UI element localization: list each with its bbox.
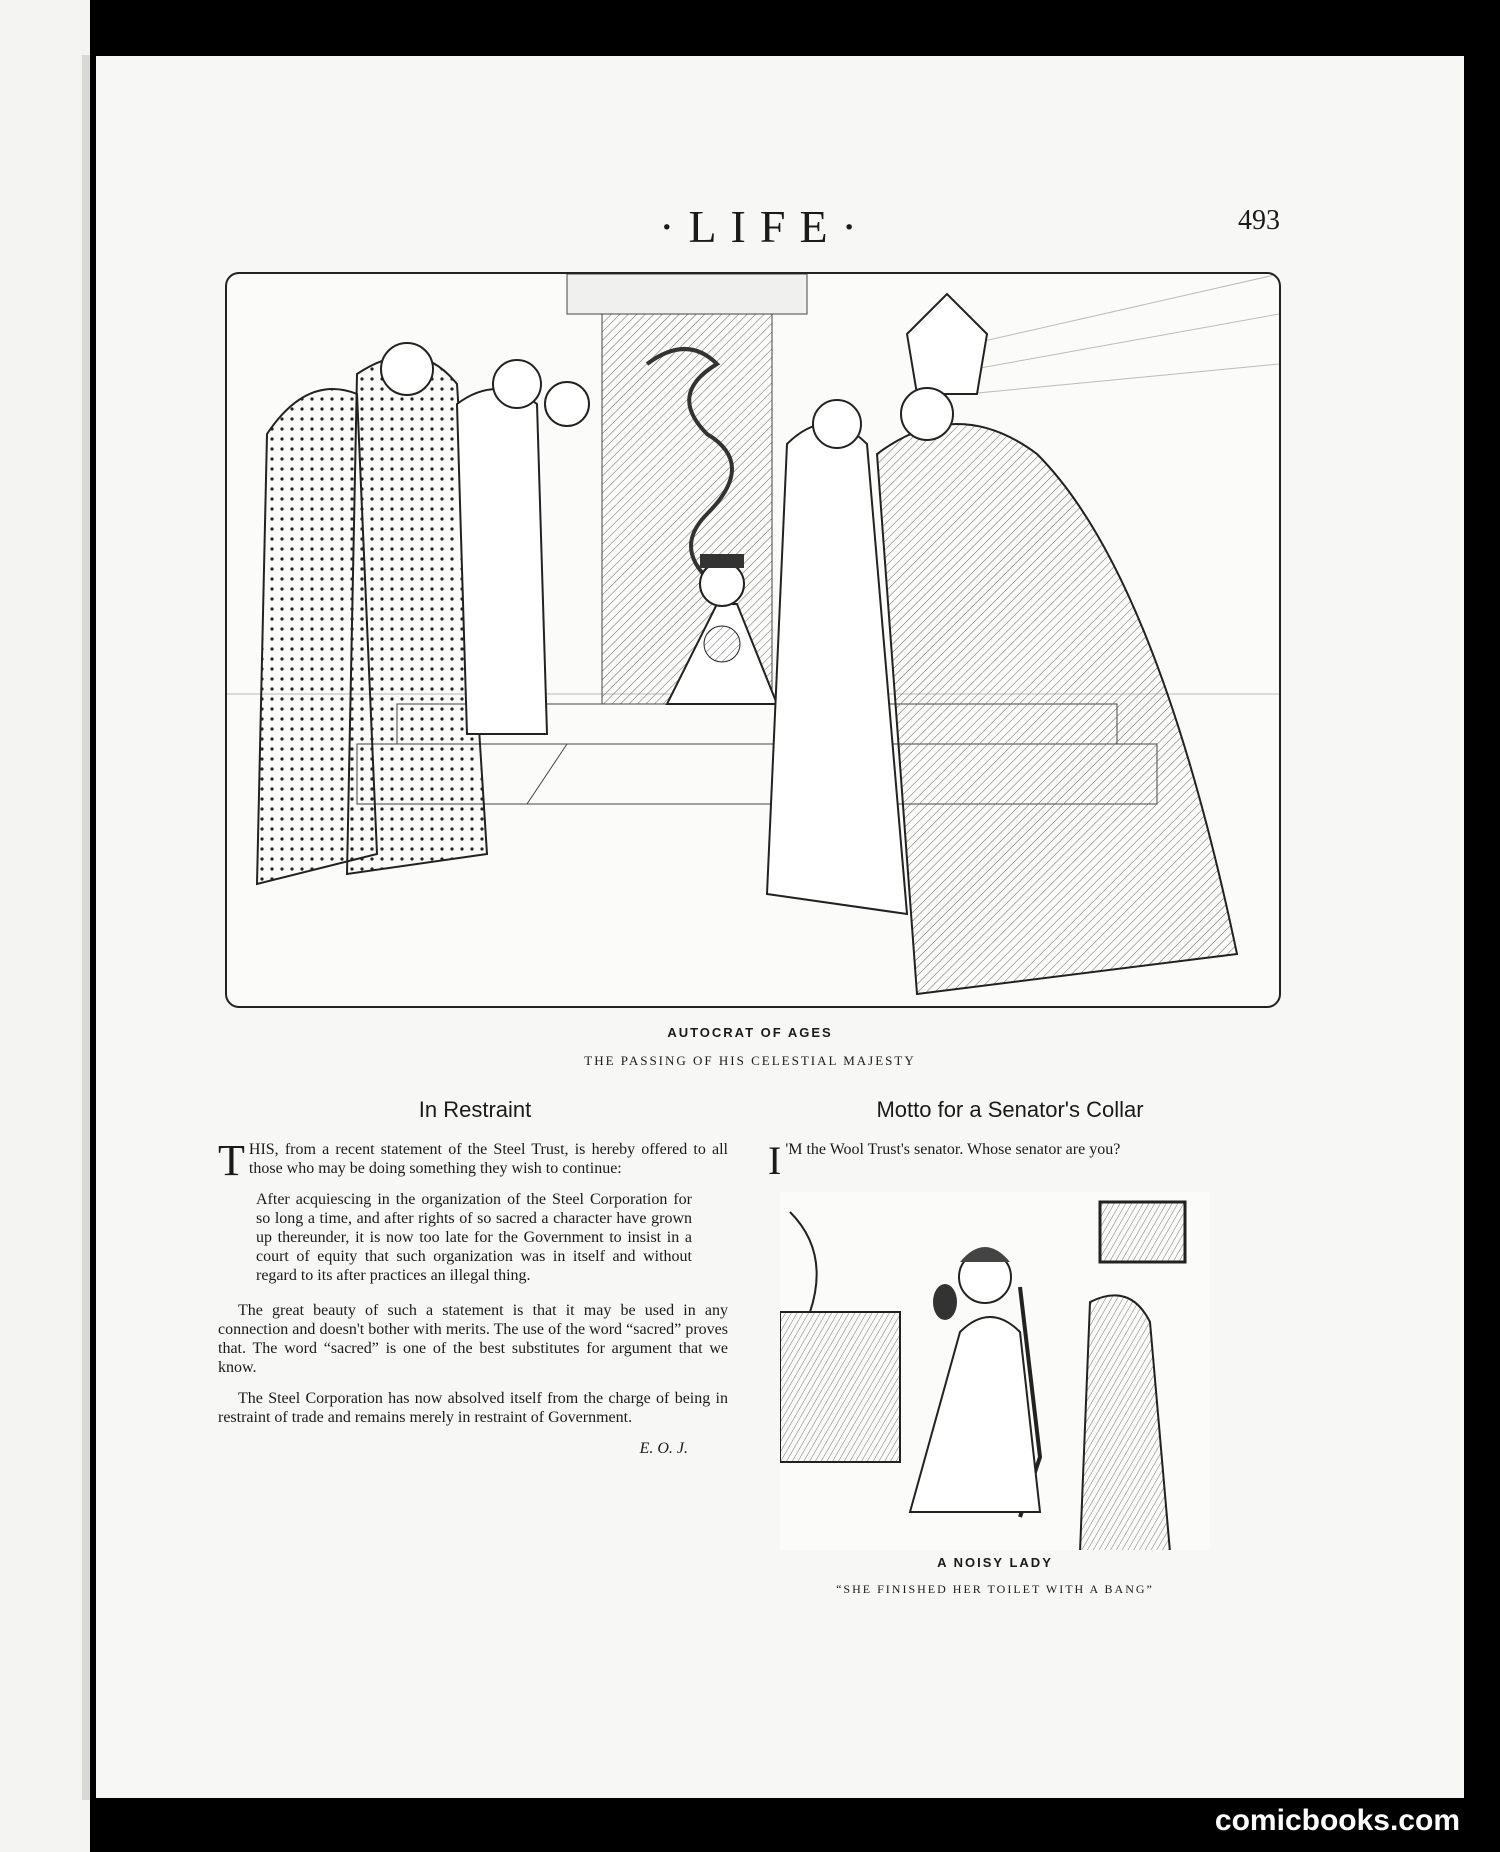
small-cartoon-illustration bbox=[780, 1192, 1210, 1550]
article-left-paragraph: The great beauty of such a statement is that it may be used in any connection and doesn't bother with merits. The use of the word “sacred” proves that. The word “sacred” is one of the best substitutes for argument that we know. bbox=[218, 1302, 728, 1376]
article-left-intro bbox=[218, 1136, 728, 1185]
author-signature: E. O. J. bbox=[639, 1440, 688, 1457]
article-right-text-line bbox=[768, 1138, 1278, 1183]
article-right-body bbox=[768, 1138, 1278, 1183]
article-left-headline: In Restraint bbox=[418, 1097, 532, 1122]
watermark-text: comicbooks.com bbox=[1214, 1804, 1460, 1837]
noisy-lady-scene bbox=[780, 1192, 1210, 1550]
block-quote: After acquiescing in the organization of the Steel Corporation for so long a time, and after rights of so sacred a character have grown up thereunder, it is now too late for the Government to insist in a court of equity that such organization was in itself and without regard to its after practices an illegal thing. bbox=[256, 1191, 692, 1284]
dropcap: I bbox=[768, 1138, 782, 1183]
article-left-body bbox=[218, 1136, 728, 1470]
dropcap: T bbox=[218, 1136, 245, 1185]
page-number: 493 bbox=[1238, 205, 1280, 236]
main-cartoon-title: AUTOCRAT OF AGES bbox=[667, 1025, 833, 1040]
main-cartoon-illustration bbox=[225, 272, 1281, 1008]
masthead-title: ·LIFE· bbox=[659, 201, 871, 252]
small-cartoon-subtitle: “SHE FINISHED HER TOILET WITH A BANG” bbox=[836, 1582, 1154, 1596]
small-cartoon-title: A NOISY LADY bbox=[937, 1555, 1053, 1570]
main-cartoon-subtitle: THE PASSING OF HIS CELESTIAL MAJESTY bbox=[584, 1053, 916, 1068]
motto-text: 'M the Wool Trust's senator. Whose senator are you? bbox=[785, 1141, 1121, 1158]
facing-page bbox=[0, 0, 90, 1852]
article-right-headline: Motto for a Senator's Collar bbox=[876, 1097, 1144, 1122]
intro-text: HIS, from a recent statement of the Steel Trust, is hereby offered to all those who may be doing something they wish to continue: bbox=[248, 1141, 728, 1177]
page-gutter bbox=[82, 55, 90, 1800]
article-left-paragraph: The Steel Corporation has now absolved itself from the charge of being in restraint of trade and remains merely in restraint of Government. bbox=[218, 1390, 728, 1426]
cartoon-scene bbox=[227, 274, 1279, 1006]
